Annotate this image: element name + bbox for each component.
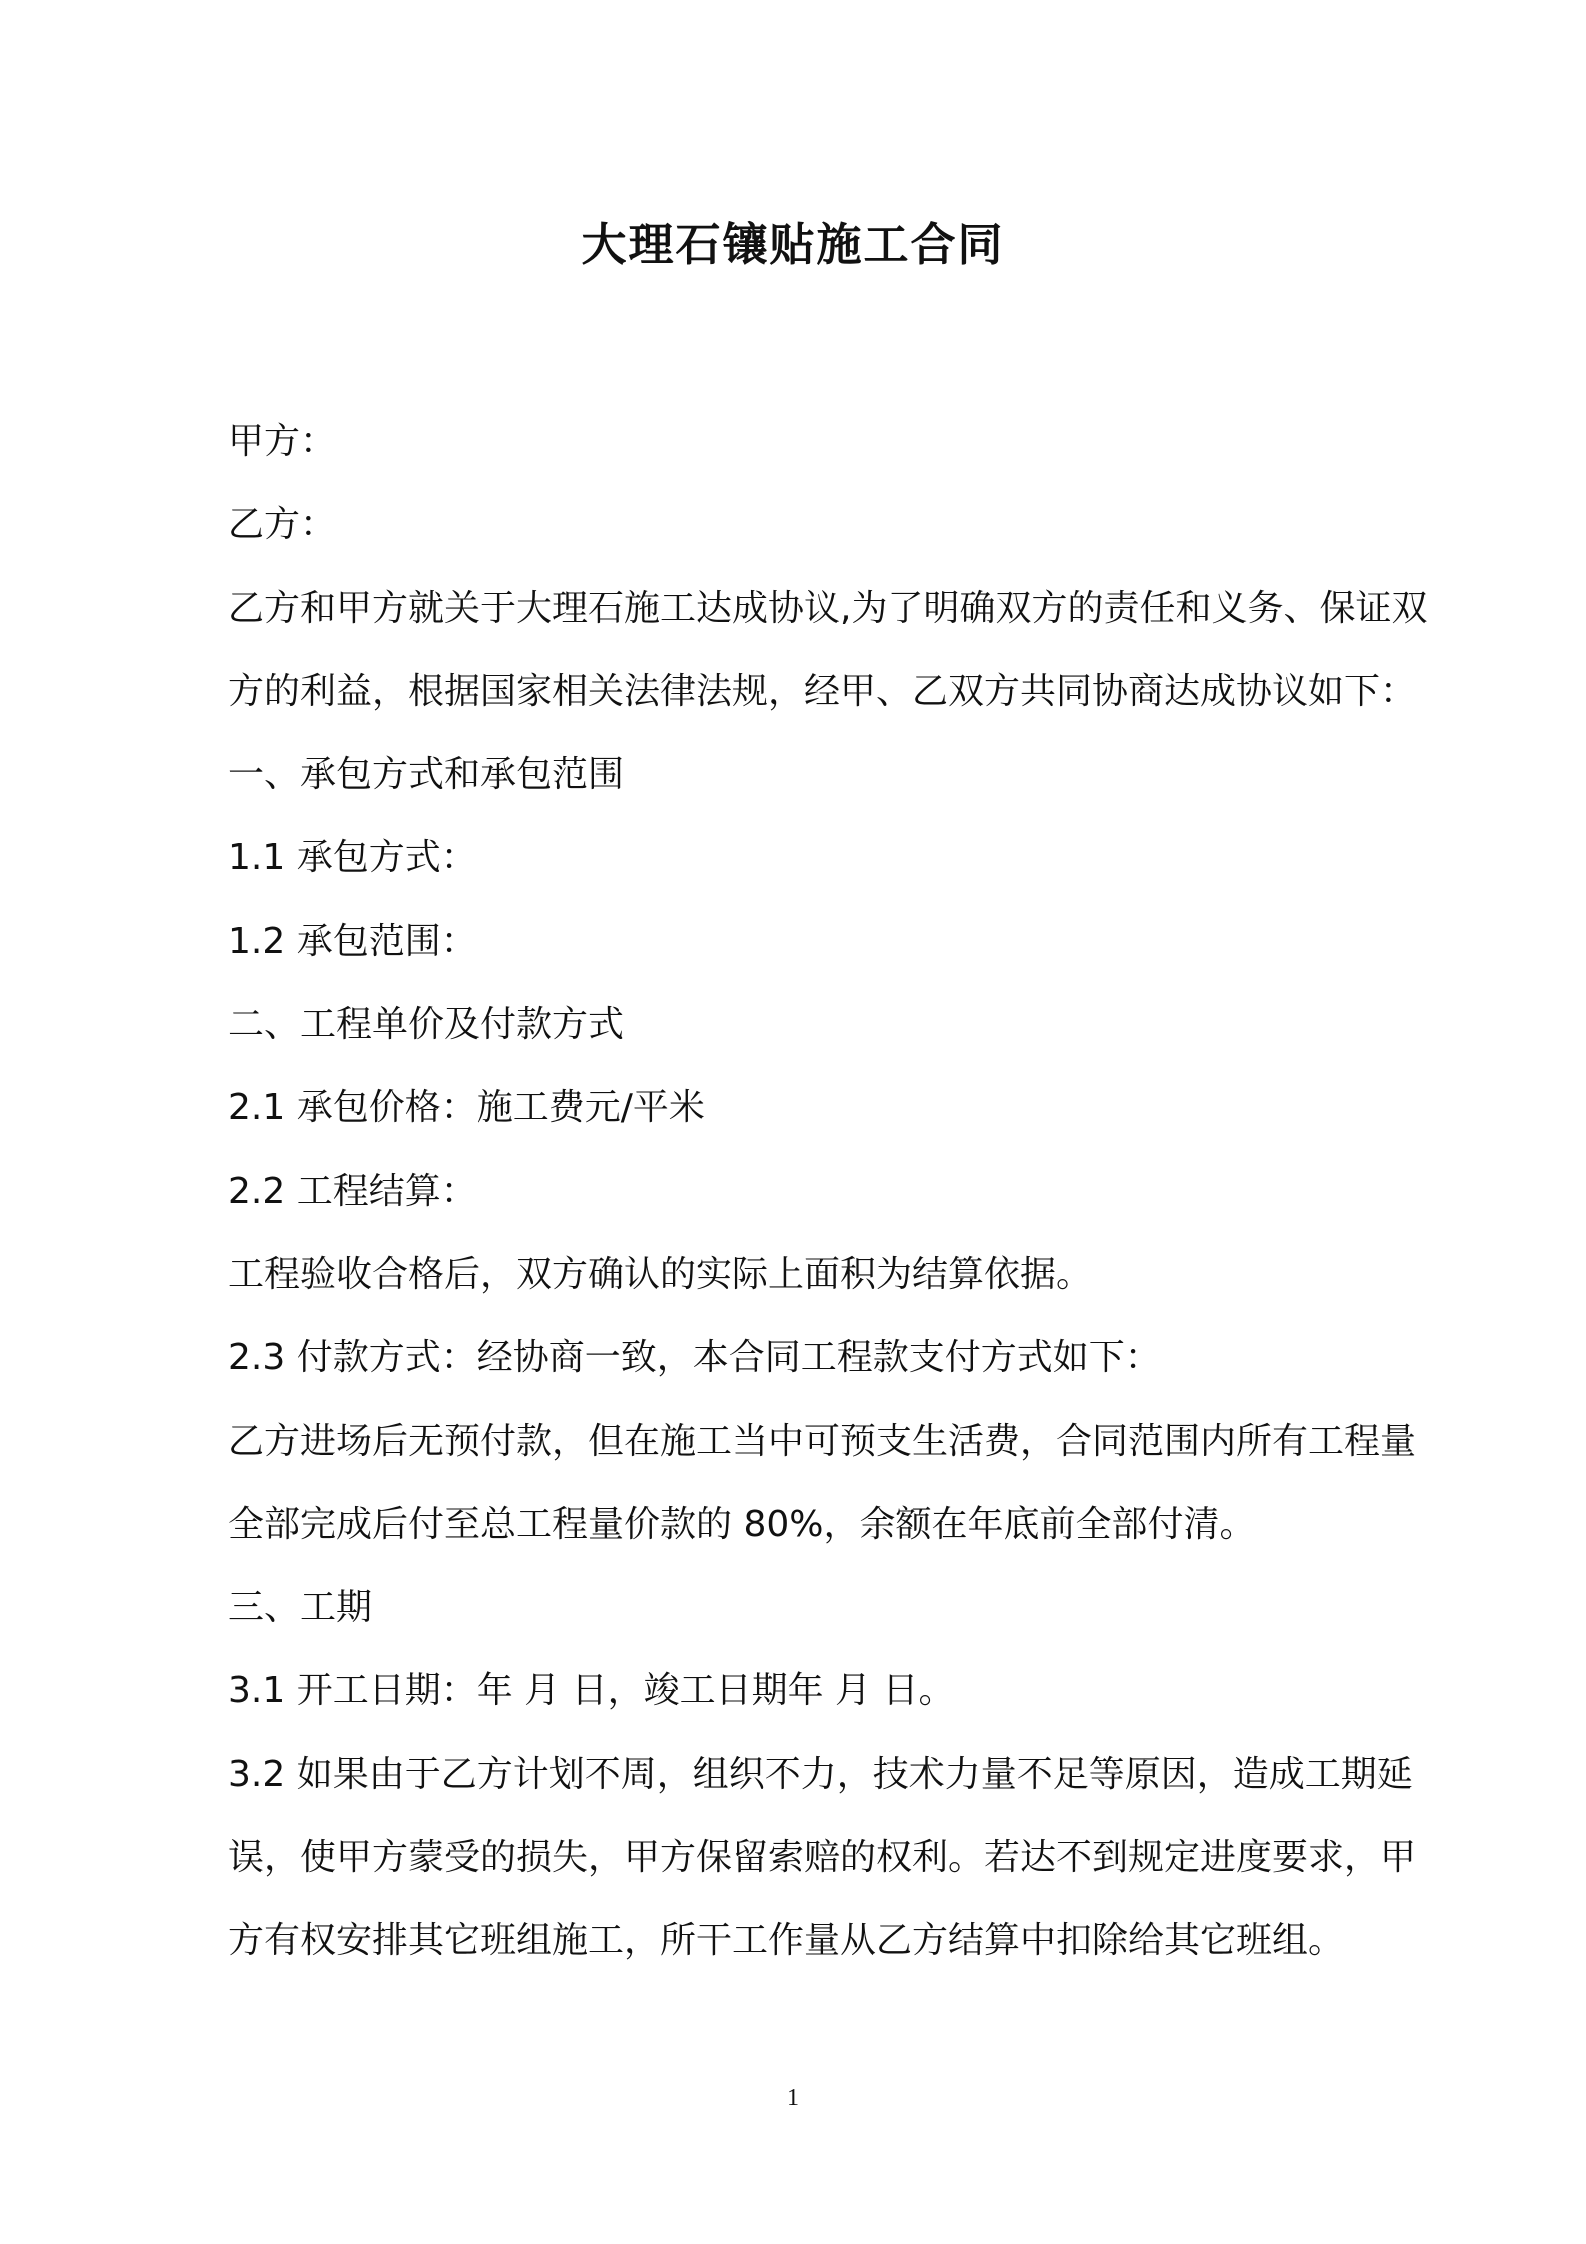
clause-2-1: 2.1 承包价格：施工费元/平米	[228, 1087, 705, 1129]
section-1-heading: 一、承包方式和承包范围	[228, 754, 625, 796]
clause-3-2: 3.2 如果由于乙方计划不周，组织不力，技术力量不足等原因，造成工期延误，使甲方蒙受的损失，甲方保留索赔的权利。若达不到规定进度要求，甲方有权安排其它班组施工，所干工作量从乙方结算中扣除给其它班组。	[228, 1753, 1417, 1962]
section-3-heading: 三、工期	[228, 1587, 373, 1629]
clause-2-2-detail: 工程验收合格后，双方确认的实际上面积为结算依据。	[228, 1253, 1093, 1295]
document-body	[228, 400, 1434, 1983]
party-a-line: 甲方：	[228, 421, 337, 462]
clause-3-1: 3.1 开工日期：年 月 日，竣工日期年 月 日。	[228, 1670, 955, 1712]
clause-2-2: 2.2 工程结算：	[228, 1170, 477, 1212]
intro-paragraph: 乙方和甲方就关于大理石施工达成协议,为了明确双方的责任和义务、保证双方的利益，根据国家相关法律法规，经甲、乙双方共同协商达成协议如下：	[228, 587, 1428, 712]
clause-1-1: 1.1 承包方式：	[228, 837, 477, 879]
section-2-heading: 二、工程单价及付款方式	[228, 1004, 625, 1046]
party-b-line: 乙方：	[228, 504, 337, 546]
clause-2-3: 2.3 付款方式：经协商一致，本合同工程款支付方式如下：	[228, 1337, 1161, 1379]
clause-2-3-detail: 乙方进场后无预付款，但在施工当中可预支生活费，合同范围内所有工程量全部完成后付至总工程量价款的 80%，余额在年底前全部付清。	[228, 1420, 1417, 1545]
page-number: 1	[787, 2085, 799, 2111]
clause-1-2: 1.2 承包范围：	[228, 920, 477, 962]
document-title: 大理石镶贴施工合同	[581, 218, 1005, 271]
